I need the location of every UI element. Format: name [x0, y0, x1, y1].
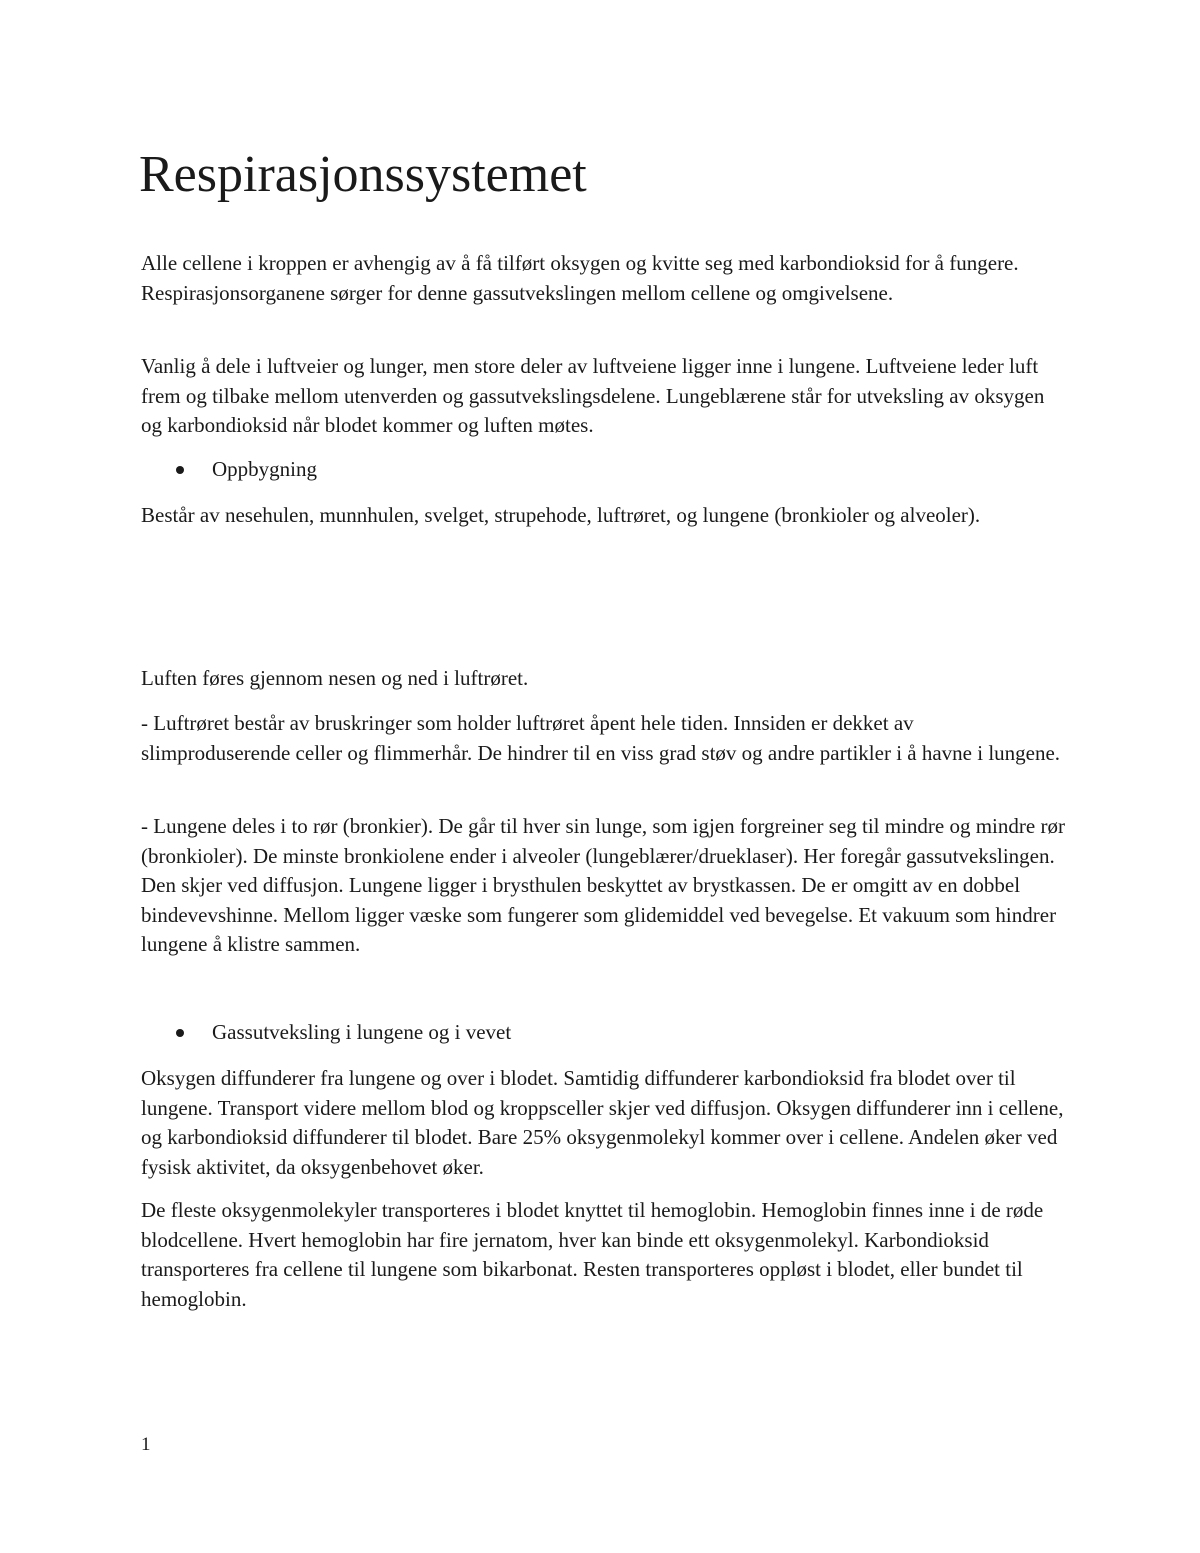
document-title: Respirasjonssystemet	[139, 146, 587, 203]
bullet-item-gassutveksling	[141, 1018, 1066, 1048]
bullet-label: Oppbygning	[212, 457, 317, 481]
bullet-icon	[176, 466, 184, 474]
structure-paragraph: Består av nesehulen, munnhulen, svelget, strupehode, luftrøret, og lungene (bronkioler og alveoler).	[141, 503, 981, 527]
gas-exchange-paragraph: Oksygen diffunderer fra lungene og over i blodet. Samtidig diffunderer karbondioksid fra blodet over til lungene. Transport videre mellom blod og kroppsceller skjer ved diffusjon. Oksygen diffunderer inn i cellene, og karbondioksid diffunderer til blodet. Bare 25% oksygenmolekyl kommer over i cellene. Andelen øker ved fysisk aktivitet, da oksygenbehovet øker.	[141, 1066, 1064, 1179]
page-number: 1	[141, 1434, 151, 1455]
intro-paragraph: Alle cellene i kroppen er avhengig av å få tilført oksygen og kvitte seg med karbondioksid for å fungere. Respirasjonsorganene sørger for denne gassutvekslingen mellom cellene og omgivelsene.	[141, 251, 1019, 305]
bullet-label: Gassutveksling i lungene og i vevet	[212, 1020, 512, 1044]
bullet-item-oppbygning	[141, 455, 1066, 485]
trachea-paragraph: - Luftrøret består av bruskringer som holder luftrøret åpent hele tiden. Innsiden er dekket av slimproduserende celler og flimmerhår. De hindrer til en viss grad støv og andre partikler i å havne i lungene.	[141, 711, 1061, 765]
overview-paragraph: Vanlig å dele i luftveier og lunger, men store deler av luftveiene ligger inne i lungene. Luftveiene leder luft frem og tilbake mellom utenverden og gassutvekslingsdelene. Lungeblærene står for utveksling av oksygen og karbondioksid når blodet kommer og luften møtes.	[141, 354, 1045, 437]
lungs-paragraph: - Lungene deles i to rør (bronkier). De går til hver sin lunge, som igjen forgreiner seg til mindre og mindre rør (bronkioler). De minste bronkiolene ender i alveoler (lungeblærer/drueklaser). Her foregår gassutvekslingen. Den skjer ved diffusjon. Lungene ligger i brysthulen beskyttet av brystkassen. De er omgitt av en dobbel bindevevshinne. Mellom ligger væske som fungerer som glidemiddel ved bevegelse. Et vakuum som hindrer lungene å klistre sammen.	[141, 814, 1065, 956]
hemoglobin-paragraph: De fleste oksygenmolekyler transporteres i blodet knyttet til hemoglobin. Hemoglobin finnes inne i de røde blodcellene. Hvert hemoglobin har fire jernatom, hver kan binde ett oksygenmolekyl. Karbondioksid transporteres fra cellene til lungene som bikarbonat. Resten transporteres oppløst i blodet, eller bundet til hemoglobin.	[141, 1198, 1044, 1311]
bullet-icon	[176, 1029, 184, 1037]
air-path-paragraph: Luften føres gjennom nesen og ned i luftrøret.	[141, 666, 529, 690]
